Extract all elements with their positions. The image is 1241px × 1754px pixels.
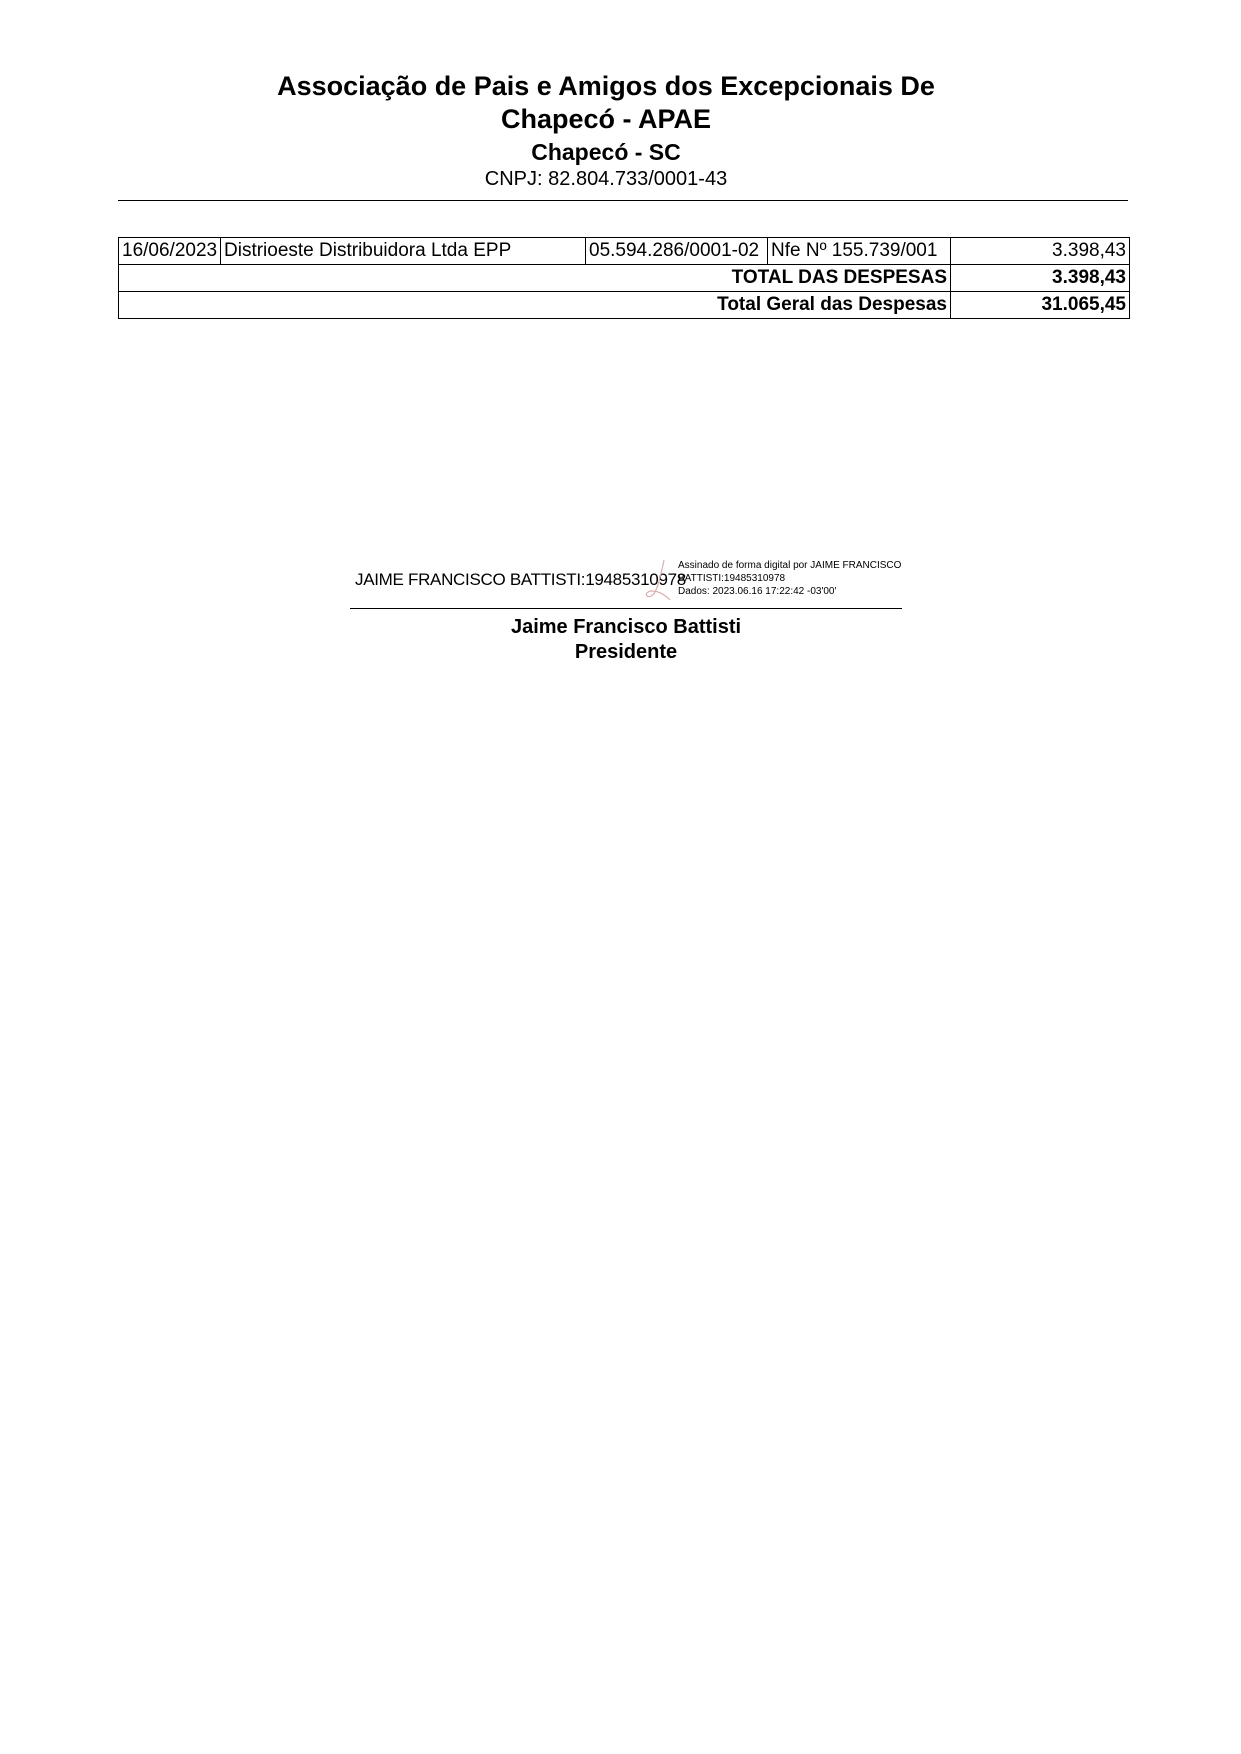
expense-supplier: Distrioeste Distribuidora Ltda EPP — [221, 238, 586, 265]
grand-total-row — [119, 292, 1130, 319]
document-header — [0, 70, 1212, 191]
signature-detail-line-2: BATTISTI:19485310978 — [678, 573, 786, 584]
expense-supplier-cnpj: 05.594.286/0001-02 — [586, 238, 768, 265]
signatory-name: Jaime Francisco Battisti — [510, 616, 742, 638]
signature-detail-line-1: Assinado de forma digital por JAIME FRANCISCO — [678, 560, 902, 571]
table-row — [119, 238, 1130, 265]
signature-signed-name: JAIME FRANCISCO BATTISTI:19485310978 — [355, 570, 686, 589]
signature-details — [678, 559, 901, 598]
header-divider — [118, 200, 1128, 201]
organization-name — [0, 70, 1212, 136]
organization-cnpj: CNPJ: 82.804.733/0001-43 — [484, 168, 728, 190]
total-value: 3.398,43 — [951, 265, 1130, 292]
signature-line — [350, 608, 902, 609]
signatory — [350, 615, 902, 665]
grand-total-label: Total Geral das Despesas — [119, 292, 951, 319]
organization-name-line-2: Chapecó - APAE — [500, 104, 712, 134]
signature-mark-icon — [642, 556, 676, 604]
signature-detail-line-3: Dados: 2023.06.16 17:22:42 -03'00' — [678, 586, 837, 597]
expenses-table — [118, 237, 1130, 319]
total-label: TOTAL DAS DESPESAS — [119, 265, 951, 292]
expense-date: 16/06/2023 — [119, 238, 221, 265]
organization-name-line-1: Associação de Pais e Amigos dos Excepcionais De — [277, 71, 935, 101]
expense-amount: 3.398,43 — [951, 238, 1130, 265]
organization-city: Chapecó - SC — [531, 139, 681, 165]
grand-total-value: 31.065,45 — [951, 292, 1130, 319]
expense-document: Nfe Nº 155.739/001 — [768, 238, 951, 265]
signatory-role: Presidente — [574, 641, 678, 663]
digital-signature — [350, 556, 902, 606]
total-row — [119, 265, 1130, 292]
